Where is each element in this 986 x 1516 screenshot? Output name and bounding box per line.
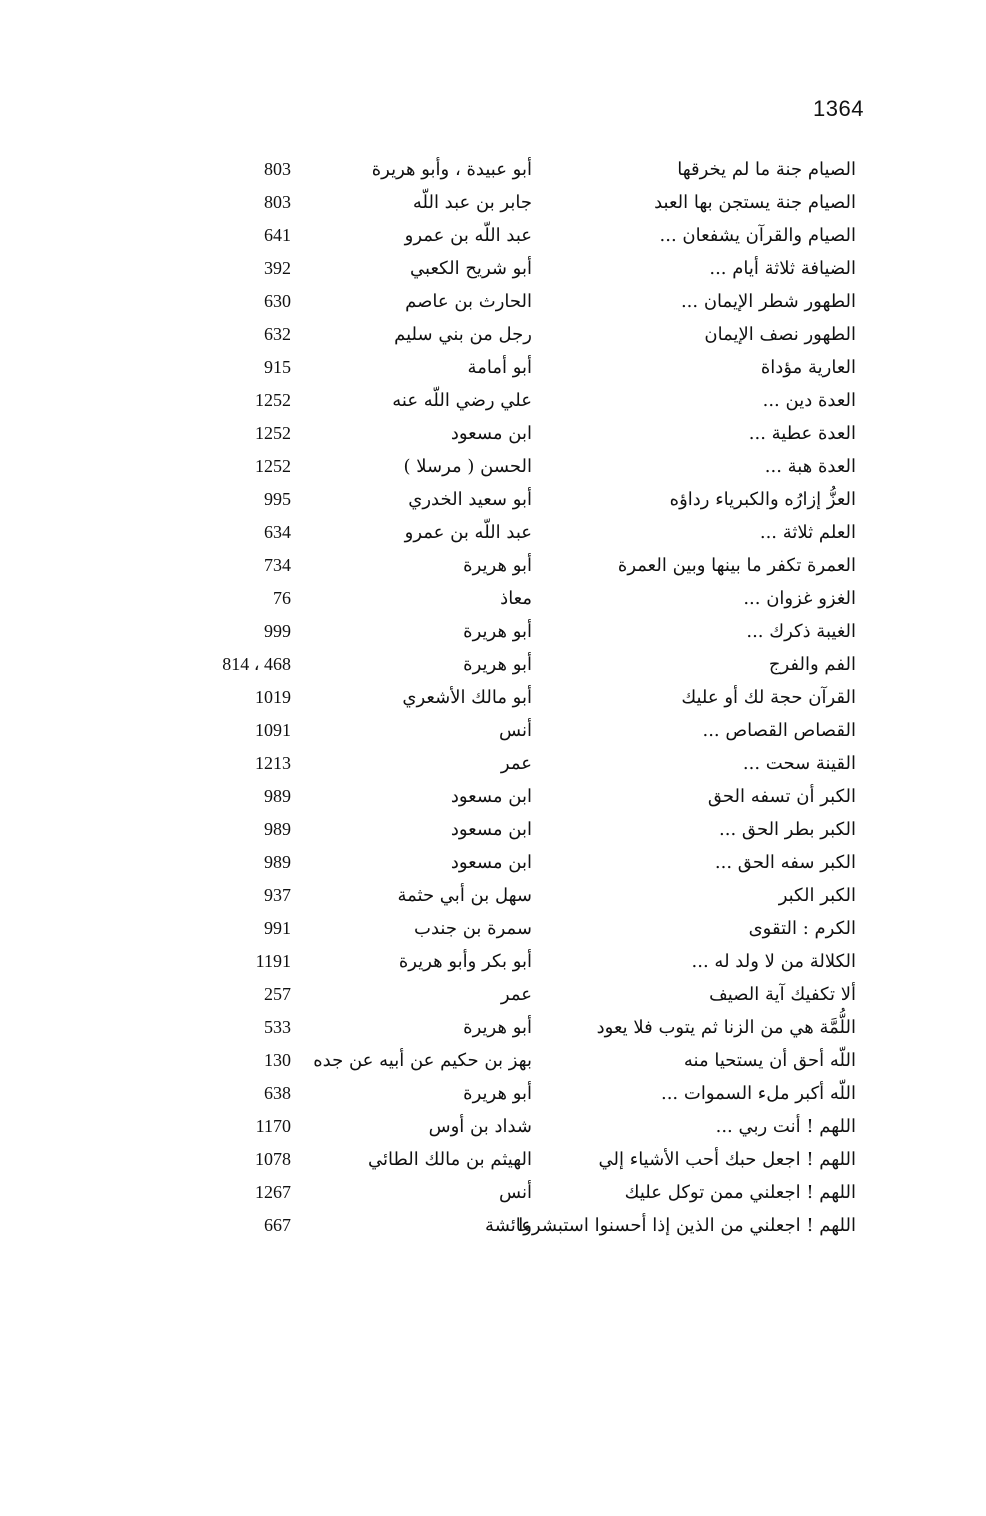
- hadith-text: اللهم ! اجعل حبك أحب الأشياء إلي: [598, 1149, 856, 1170]
- index-row: [190, 483, 856, 516]
- narrator-name: أبو مالك الأشعري: [402, 687, 532, 708]
- narrator-name: ابن مسعود: [450, 423, 532, 444]
- narrator-name: أبو شريح الكعبي: [410, 258, 532, 279]
- hadith-text: اللّه أحق أن يستحيا منه: [683, 1050, 856, 1071]
- page-reference: 915: [264, 357, 291, 377]
- narrator-name: أبو هريرة: [463, 1017, 532, 1038]
- page-reference: 533: [264, 1017, 291, 1037]
- narrator-name: أبو هريرة: [463, 654, 532, 675]
- page-reference: 991: [264, 918, 291, 938]
- narrator-name: شداد بن أوس: [428, 1116, 532, 1137]
- narrator-name: أبو هريرة: [463, 621, 532, 642]
- index-row: [190, 384, 856, 417]
- hadith-text: القرآن حجة لك أو عليك: [681, 687, 856, 708]
- index-row: [190, 285, 856, 318]
- index-row: [190, 582, 856, 615]
- page-number: 1364: [813, 96, 864, 121]
- narrator-name: أنس: [499, 1182, 532, 1203]
- hadith-text: الكرم : التقوى: [748, 918, 856, 939]
- hadith-text: الطهور نصف الإيمان: [704, 324, 856, 345]
- page-reference: 630: [264, 291, 291, 311]
- hadith-text: الصيام جنة يستجن بها العبد: [654, 192, 856, 213]
- index-row: [190, 1110, 856, 1143]
- page-reference: 257: [264, 984, 291, 1004]
- index-row: [190, 549, 856, 582]
- narrator-name: أبو بكر وأبو هريرة: [398, 951, 532, 972]
- narrator-name: عائشة: [485, 1215, 532, 1236]
- hadith-text: الكبر أن تسفه الحق: [707, 786, 856, 807]
- hadith-text: الكبر سفه الحق ...: [714, 852, 856, 873]
- hadith-text: العمرة تكفر ما بينها وبين العمرة: [617, 555, 856, 576]
- page-reference: 667: [264, 1215, 291, 1235]
- narrator-name: سمرة بن جندب: [414, 918, 532, 939]
- hadith-text: الصيام والقرآن يشفعان ...: [659, 225, 856, 246]
- narrator-name: أنس: [499, 720, 532, 741]
- narrator-name: علي رضي اللّه عنه: [392, 390, 532, 411]
- index-row: [190, 318, 856, 351]
- index-row: [190, 1209, 856, 1242]
- page-reference: 989: [264, 819, 291, 839]
- hadith-index-list: [190, 153, 856, 1242]
- narrator-name: عمر: [500, 753, 532, 774]
- page-reference: 130: [264, 1050, 291, 1070]
- narrator-name: بهز بن حكيم عن أبيه عن جده: [313, 1050, 532, 1071]
- index-row: [190, 1143, 856, 1176]
- hadith-text: القصاص القصاص ...: [702, 720, 856, 741]
- page-reference: 641: [264, 225, 291, 245]
- index-row: [190, 1077, 856, 1110]
- hadith-text: العدة دين ...: [762, 390, 856, 411]
- index-row: [190, 846, 856, 879]
- hadith-text: الطهور شطر الإيمان ...: [680, 291, 856, 312]
- narrator-name: الهيثم بن مالك الطائي: [367, 1149, 532, 1170]
- index-row: [190, 648, 856, 681]
- narrator-name: رجل من بني سليم: [394, 324, 532, 345]
- index-row: [190, 153, 856, 186]
- narrator-name: أبو أمامة: [467, 357, 532, 378]
- page-reference: 1170: [255, 1116, 291, 1136]
- page-reference: 1078: [255, 1149, 291, 1169]
- hadith-text: اللهم ! اجعلني من الذين إذا أحسنوا استبشروا: [518, 1215, 856, 1236]
- narrator-name: أبو هريرة: [463, 1083, 532, 1104]
- index-row: [190, 681, 856, 714]
- page-reference: 1213: [255, 753, 291, 773]
- narrator-name: ابن مسعود: [450, 852, 532, 873]
- hadith-text: الغزو غزوان ...: [743, 588, 856, 609]
- narrator-name: ابن مسعود: [450, 819, 532, 840]
- page-reference: 1091: [255, 720, 291, 740]
- narrator-name: أبو عبيدة ، وأبو هريرة: [371, 159, 532, 180]
- page-reference: 1252: [255, 423, 291, 443]
- page-reference: 1252: [255, 390, 291, 410]
- narrator-name: الحارث بن عاصم: [405, 291, 532, 312]
- page-reference: 999: [264, 621, 291, 641]
- index-row: [190, 1176, 856, 1209]
- index-row: [190, 747, 856, 780]
- hadith-text: العلم ثلاثة ...: [759, 522, 856, 543]
- index-row: [190, 417, 856, 450]
- index-row: [190, 714, 856, 747]
- page-reference: 995: [264, 489, 291, 509]
- page-reference: 989: [264, 786, 291, 806]
- hadith-text: الضيافة ثلاثة أيام ...: [709, 258, 856, 279]
- page-reference: 1191: [255, 951, 291, 971]
- narrator-name: عبد اللّه بن عمرو: [404, 225, 532, 246]
- hadith-text: العارية مؤداة: [760, 357, 856, 378]
- index-row: [190, 813, 856, 846]
- narrator-name: معاذ: [500, 588, 532, 609]
- hadith-text: اللهم ! اجعلني ممن توكل عليك: [624, 1182, 856, 1203]
- page-reference: 634: [264, 522, 291, 542]
- page-reference: 1252: [255, 456, 291, 476]
- narrator-name: أبو سعيد الخدري: [408, 489, 532, 510]
- hadith-text: الصيام جنة ما لم يخرقها: [677, 159, 856, 180]
- page-reference: 392: [264, 258, 291, 278]
- hadith-text: العدة هبة ...: [764, 456, 856, 477]
- page-reference: 632: [264, 324, 291, 344]
- index-row: [190, 351, 856, 384]
- hadith-text: الكبر بطر الحق ...: [719, 819, 856, 840]
- index-row: [190, 780, 856, 813]
- index-row: [190, 1011, 856, 1044]
- narrator-name: عمر: [500, 984, 532, 1005]
- index-row: [190, 1044, 856, 1077]
- index-row: [190, 516, 856, 549]
- hadith-text: الكبر الكبر: [778, 885, 856, 906]
- index-row: [190, 252, 856, 285]
- index-row: [190, 219, 856, 252]
- narrator-name: عبد اللّه بن عمرو: [404, 522, 532, 543]
- narrator-name: سهل بن أبي حثمة: [397, 885, 532, 906]
- hadith-text: ألا تكفيك آية الصيف: [709, 984, 856, 1005]
- hadith-text: العزُّ إزارُه والكبرياء رداؤه: [669, 489, 856, 510]
- hadith-text: اللُّمَّة هي من الزنا ثم يتوب فلا يعود: [596, 1017, 856, 1038]
- page-reference: 803: [264, 192, 291, 212]
- hadith-text: العدة عطية ...: [748, 423, 856, 444]
- narrator-name: جابر بن عبد اللّه: [412, 192, 532, 213]
- narrator-name: الحسن ( مرسلا ): [403, 456, 532, 477]
- hadith-text: اللّه أكبر ملء السموات ...: [660, 1083, 856, 1104]
- page-reference: 638: [264, 1083, 291, 1103]
- index-row: [190, 912, 856, 945]
- page-reference: 803: [264, 159, 291, 179]
- index-row: [190, 186, 856, 219]
- index-row: [190, 450, 856, 483]
- hadith-text: الفم والفرج: [768, 654, 856, 675]
- page-reference: 989: [264, 852, 291, 872]
- page-reference: 1267: [255, 1182, 291, 1202]
- hadith-text: اللهم ! أنت ربي ...: [715, 1116, 856, 1137]
- page-reference: 734: [264, 555, 291, 575]
- page-reference: 1019: [255, 687, 291, 707]
- index-row: [190, 978, 856, 1011]
- page-reference: 468 ، 814: [222, 654, 291, 674]
- index-row: [190, 945, 856, 978]
- hadith-text: الكلالة من لا ولد له ...: [691, 951, 856, 972]
- index-row: [190, 615, 856, 648]
- page-reference: 76: [273, 588, 291, 608]
- index-row: [190, 879, 856, 912]
- hadith-text: القينة سحت ...: [742, 753, 856, 774]
- narrator-name: أبو هريرة: [463, 555, 532, 576]
- narrator-name: ابن مسعود: [450, 786, 532, 807]
- page-reference: 937: [264, 885, 291, 905]
- hadith-text: الغيبة ذكرك ...: [746, 621, 856, 642]
